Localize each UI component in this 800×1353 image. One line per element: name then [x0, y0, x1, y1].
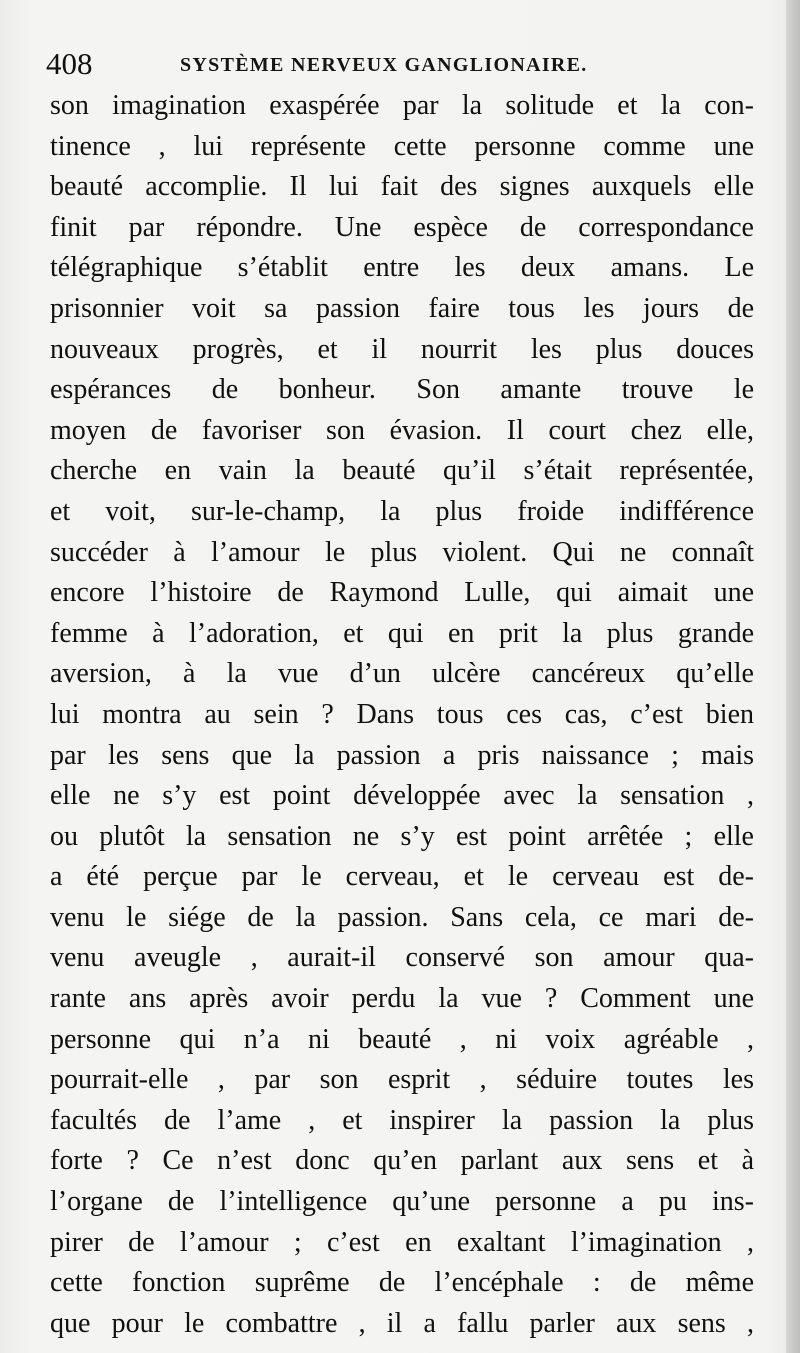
- text-line: venu le siége de la passion. Sans cela, ce mari de-: [50, 901, 754, 933]
- text-line: pourrait-elle , par son esprit , séduire toutes les: [50, 1064, 754, 1096]
- text-line: tinence , lui représente cette personne comme une: [50, 130, 754, 162]
- text-line: l’organe de l’intelligence qu’une personne a pu ins-: [50, 1186, 754, 1218]
- text-line: succéder à l’amour le plus violent. Qui ne connaît: [50, 536, 754, 568]
- text-line: cherche en vain la beauté qu’il s’était représentée,: [50, 455, 754, 487]
- page-edge-shadow: [786, 0, 800, 1353]
- text-line: finit par répondre. Une espèce de correspondance: [50, 211, 754, 243]
- text-line: beauté accomplie. Il lui fait des signes auxquels elle: [50, 171, 754, 203]
- text-line: ou plutôt la sensation ne s’y est point arrêtée ; elle: [50, 820, 754, 852]
- text-line: encore l’histoire de Raymond Lulle, qui aimait une: [50, 577, 754, 609]
- text-line: aversion, à la vue d’un ulcère cancéreux qu’elle: [50, 658, 754, 690]
- page-header: [46, 44, 746, 84]
- running-head: SYSTÈME NERVEUX GANGLIONAIRE.: [180, 54, 588, 76]
- text-line: son imagination exaspérée par la solitude et la con-: [50, 90, 754, 121]
- text-line: lui montra au sein ? Dans tous ces cas, c’est bien: [50, 698, 754, 730]
- text-line: a été perçue par le cerveau, et le cerveau est de-: [50, 861, 754, 893]
- page-number: 408: [46, 46, 93, 81]
- text-line: par les sens que la passion a pris naissance ; mais: [50, 739, 754, 771]
- text-line: personne qui n’a ni beauté , ni voix agréable ,: [50, 1023, 754, 1055]
- text-line: elle ne s’y est point développée avec la sensation ,: [50, 780, 754, 812]
- text-line: que pour le combattre , il a fallu parler aux sens ,: [50, 1307, 754, 1339]
- text-line: facultés de l’ame , et inspirer la passion la plus: [50, 1104, 754, 1136]
- body-text: [50, 86, 754, 1344]
- text-line: forte ? Ce n’est donc qu’en parlant aux sens et à: [50, 1145, 754, 1177]
- text-line: prisonnier voit sa passion faire tous les jours de: [50, 292, 754, 324]
- text-line: venu aveugle , aurait-il conservé son amour qua-: [50, 942, 754, 974]
- text-line: cette fonction suprême de l’encéphale : de même: [50, 1267, 754, 1299]
- text-line: nouveaux progrès, et il nourrit les plus douces: [50, 333, 754, 365]
- text-line: espérances de bonheur. Son amante trouve le: [50, 374, 754, 406]
- text-line: et voit, sur-le-champ, la plus froide indifférence: [50, 495, 754, 527]
- text-line: femme à l’adoration, et qui en prit la plus grande: [50, 617, 754, 649]
- text-line: télégraphique s’établit entre les deux amans. Le: [50, 252, 754, 284]
- text-line: rante ans après avoir perdu la vue ? Comment une: [50, 983, 754, 1015]
- text-line: moyen de favoriser son évasion. Il court chez elle,: [50, 414, 754, 446]
- text-line: pirer de l’amour ; c’est en exaltant l’imagination ,: [50, 1226, 754, 1258]
